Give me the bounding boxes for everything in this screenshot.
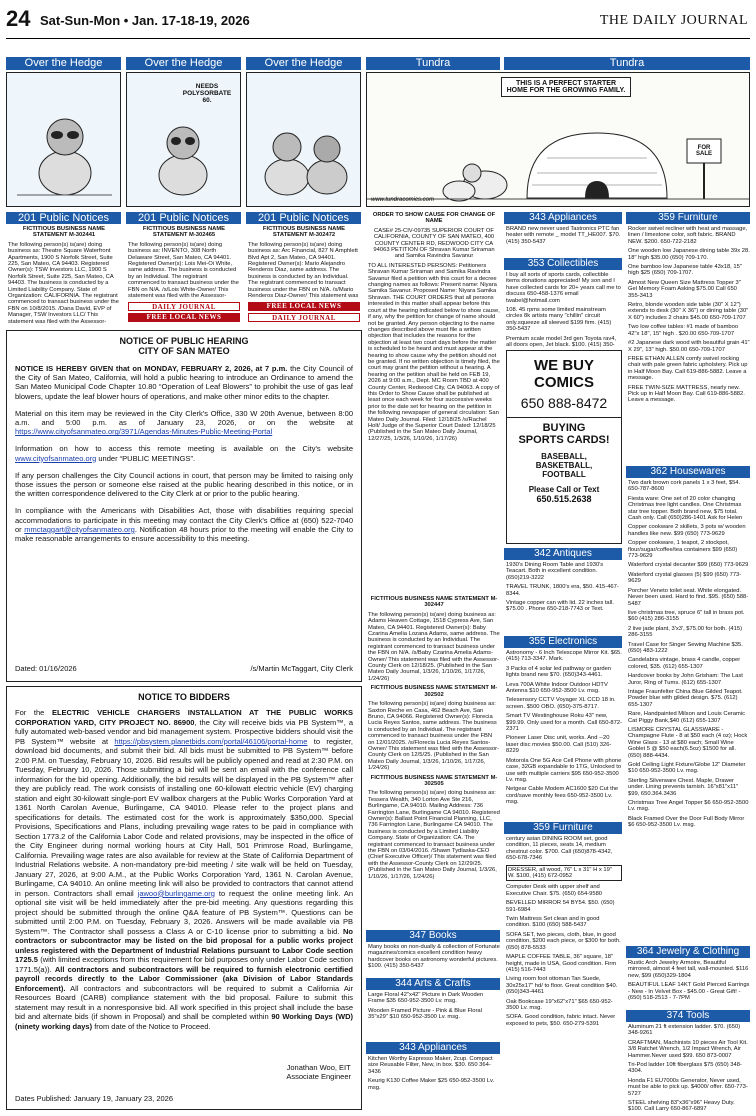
comic-title-2: Over the Hedge bbox=[126, 57, 241, 70]
promo-daily-journal-1[interactable] bbox=[128, 302, 240, 326]
section-furniture: 359 Furniture bbox=[626, 212, 750, 224]
tundra-speech-bubble: THIS IS A PERFECT STARTER HOME FOR THE GROWING FAMILY. bbox=[501, 77, 631, 97]
promo-tagline: FREE LOCAL NEWS bbox=[128, 313, 240, 322]
promo-title: DAILY JOURNAL bbox=[248, 313, 360, 322]
furniture-mid-ads: century asian DINING ROOM set, good condition, 11 pieces, seats 14, medium chestnut color. $700. Call (650)878-4342, 650-678-7346 DRESSER, all wood, 76" L x 31" H x 19" W. $100, (415) 672-0952 Computer Desk with upper shelf and Executive Chair. $75. (650) 654-9580 BEVELLED MIRROR 54 BY54. $50. (650) 591-6984 Twin Mattress Set clean and in good condition. $100 (650) 588-5437 SOFA SET, two pieces, cloth, blue, in good condition, $200 each piece, or $300 for both. (650) 878-5533 MAPLE COFFEE TABLE, 36" square, 18" height, made in USA, Good condition. Firm (415) 516-7443 Living room foot ottoman Tan Suede, 30x25x17" hd/ to floor. Great condition $40. (650)343-4461 Oak Bookcase 19"x62"x71" $65 650-952-3500 Lv. msg. SOFA. Good condition, fabric intact. Never exposed to pets, $50. 650-279-5391 bbox=[506, 836, 621, 1027]
tools-ads: Aluminum 21 ft extension ladder. $70. (650) 348-9261 CRAFTMAN, Machinists 10 pieces Air Tool Kit. 3/8 Ratchet Wrench, 1/2 Impact Wrench, Air Hammer.Never used $99. 650 873-0007 Tri-Pod ladder 10ft fiberglass $75 (650) 348-4304. Honda F1 EU7000s Generator, Never used, must be able to pick up. $4000/ offer. 650-773-5727 STEEL shelving 83"x36"x96" Heavy Duty. $100. Call Larry 650-867-6897 bbox=[628, 1024, 748, 1112]
fbn-body: The following person(s) is(are) doing business as: Theatre Square Waterfront Apartments, 1900 S Norfolk Street, Suite 225, San Mateo, CA 94403. Registered Owner(s): TSW Investors LLC, 1900 S Norfolk Street, Suite 225, San Mateo, CA 94403. The business is conducted by a Limited Liability Company. State of Organization: CALIFORNIA. The registrant commenced to transact business under the FBN on 10/8/2015. /Dana David, EVP of Manager, TSW Investors LLC/ This statement was filed with the Assessor- bbox=[8, 241, 119, 324]
section-furniture-mid: 359 Furniture bbox=[504, 822, 622, 834]
issue-date: Sat-Sun-Mon • Jan. 17-18-19, 2026 bbox=[40, 13, 250, 28]
collectibles-ads: I buy all sorts of sports cards, collectible items donations appreciated! My son and I have collected cards for 20+ years call me to discuss 650-458-1376 email twabel@hotmail.com 108. 45 rpms some limited mainstream circles 8k artists many "chillin" circuit only.squeeze all sleeved $199 firm. (415) 350-5437 Premium scale model 3rd gen Toyota rav4, all doors open, Jet black. $100. (415) 350- bbox=[506, 272, 621, 348]
comic-panel-3 bbox=[246, 72, 361, 207]
comics-phone[interactable]: 650 888-8472 bbox=[520, 395, 608, 411]
section-tools: 374 Tools bbox=[626, 1010, 750, 1022]
speech-bubble: NEEDS POLYSORBATE 60. bbox=[182, 83, 232, 104]
promo-tagline: FREE LOCAL NEWS bbox=[248, 302, 360, 311]
fbn-title: FICTITIOUS BUSINESS NAME STATEMENT M-302465 bbox=[142, 226, 226, 239]
section-appliances: 343 Appliances bbox=[504, 212, 622, 224]
raccoon-illustration bbox=[7, 73, 121, 207]
order-caption: CASE# 25-CIV-09735 SUPERIOR COURT OF CALIFORNIA, COUNTY OF SAN MATEO, 400 COUNTY CENTER RD, REDWOOD CITY CA 94063 PETITION OF Shravan Kumar Sriraman and Samika Ravindra Savanur bbox=[373, 227, 495, 260]
jewelry-ads: Rustic Arch Jewelry Armoire, Beautiful mirrored, almost 4 feet tall, wall-mounted. $116 new, $99 (650)329-1804 BEAUTIFUL LEAF 14KT Gold Pierced Earrings - New - In Velvet Box - $45.00 - Great Gift! - (650) 518-2513 - 7-7PM bbox=[628, 960, 750, 1002]
section-books: 347 Books bbox=[366, 930, 500, 942]
for-sale-sign: FOR SALE bbox=[695, 145, 712, 157]
order-show-cause bbox=[368, 212, 500, 590]
comic-title-3: Over the Hedge bbox=[246, 57, 361, 70]
sports-cards-phone[interactable]: 650.515.2638 bbox=[536, 494, 592, 504]
bidders-title: NOTICE TO BIDDERS bbox=[138, 692, 230, 702]
comic-panel-1 bbox=[6, 72, 121, 207]
section-public-notices-3: 201 Public Notices bbox=[246, 212, 361, 224]
notice-to-bidders bbox=[6, 686, 362, 1110]
comic-title-4: Tundra bbox=[366, 57, 500, 70]
masthead-rule bbox=[6, 38, 750, 39]
tundra-panel bbox=[366, 72, 750, 207]
section-antiques: 342 Antiques bbox=[504, 548, 622, 560]
fbn-body: The following person(s) is(are) doing business as: Arc Financial, 827 N Amphlett Blvd Apt 2, San Mateo, CA 94401. Registered Owner(s): Mario Alejandro Renderos Diaz, same address. The business is conducted by an Individual. The registrant commenced to transact business under the FBN on N/A. /s/Mario Renderos Diaz-Owner/ This statement was bbox=[248, 241, 359, 298]
hearing-body: NOTICE IS HEREBY GIVEN that on MONDAY, FEBRUARY 2, 2026, at 7 p.m. the City Council of the City of San Mateo, California, will hold a public hearing to introduce an Ordinance to amend the San Mateo Municipal Code Chapter 10.80 “Operation of Leaf Blowers” to prohibit the use of gas leaf blowers, update the leaf blower hours of operations, and make other minor edits to the chapter. Material on this item may be reviewed in the City Clerk's Office, 330 W 20th Avenue, between 8:00 a.m. and 5:00 p.m. as of January 23, 2026, or on the website at https://www.cityofsanmateo.org/3971/Agendas-Minutes-Public-Meeting-Portal Information on how to access this remote meeting is available on the City's website www.cityofsanmateo.org under “PUBLIC MEETINGS”. If any person challenges the City Council actions in court, that person may be limited to raising only those issues the person or someone else raised at the public hearing described in this notice, or in the written correspondence delivered to the City Clerk at or prior to the public hearing. In compliance with the Americans with Disabilities Act, those with disabilities requiring special accommodations to participate in this meeting may contact the City Clerk's Office at (650) 522-7040 or mmctaggart@cityofsanmateo.org. Notification 48 hours prior to the meeting will enable the City to make reasonable arrangements to ensure accessibility to this meeting. bbox=[15, 364, 353, 544]
fbn-notice-2 bbox=[128, 226, 240, 298]
section-arts-crafts: 344 Arts & Crafts bbox=[366, 978, 500, 990]
fbn-title: FICTITIOUS BUSINESS NAME STATEMENT M-302472 bbox=[262, 226, 346, 239]
bidders-publish-dates: Dates Published: January 19, January 23, 2026 bbox=[15, 1094, 174, 1103]
planetbids-portal-link[interactable]: https://pbsystem.planetbids.com/portal/46106/portal-home bbox=[114, 736, 308, 746]
fbn-body: The following person(s) is(are) doing business as: INVENTO, 308 North Delaware Street, San Mateo, CA 94401. Registered Owner(s): Lois Mei-Oi White, same address. The business is conducted by an Individual. The registrant commenced to transact business under the FBN on N/A. /s/Lois White-Owner/ This statement was filed with the Assessor- bbox=[128, 241, 239, 298]
hearing-lead: NOTICE IS HEREBY GIVEN that on MONDAY, FEBRUARY 2, 2026, at 7 p.m. bbox=[15, 364, 288, 373]
fbn-notice-1 bbox=[8, 226, 120, 324]
section-housewares: 362 Housewares bbox=[626, 466, 750, 478]
electronics-ads: Astronomy - 6 Inch Telescope Mirror Kit. $65. (415) 713-3347. Mark. 3 Packs of 4 solar led pathway or garden lights brand new $70. (650)343-4461. Leva 700A White Indoor Outdoor HDTV Antenna $10 650-952-3500 Lv. msg. Telesensory CCTV Voyager XL CCD 18 in. screen. $500 OBO. (650)-375-8717. Smart TV Westinghouse Roku 43" new, $99.99. Only used for a month. Call 650-872-2371 Pioneer Laser Disc unit, works. And --20 laser disc movies $50.00. Call (510) 326-8229 Motorola One 5G Ace Cell Phone with phone case, 32GB expandable to 1TG, Unlocked to use with multiple carriers $95 650-952-3500 Lv. msg. Netgear Cable Modem AC1600 $20 Cut the cord/save monthly fees 650-952-3500 Lv. msg. bbox=[506, 650, 622, 806]
order-body: TO ALL INTERESTED PERSONS: Petitioners Shravan Kumar Sriraman and Samika Ravindra Savanur filed a petition with this court for a decree changing names as follows: Present name: Niyara Samika Savanur. Proposed Name: Niyara Samika Shravan. THE COURT ORDERS that all persons interested in this matter shall appear before this court at the hearing indicated below to show cause, if any, why the petition for change of name should not be granted. Any person objecting to the name changes described above must file a written objection that includes the reasons for the objection at least two court days before the matter is scheduled to be heard and must appear at the hearing to show cause why the petition should not be granted. If no written objection is timely filed, the court may grant the petition without a hearing. A hearing on the petition shall be held on FEB 19, 2026 at 9:00 a.m., Dept. MC Room TBD at 400 County Center, Redwood City, CA 94063. A copy of this Order to Show Cause shall be published at least once each week for four successive weeks prior to the date set for hearing on the petition in the following newspaper of general circulation: San Mateo Daily Journal. Filed: 12/18/25 /s/Rachel Holt/ Judge of the Superior Court Dated: 12/18/25 (Published in the San Mateo Daily Journal, 12/27/25, 1/3/26, 1/10/26, 1/17/26) bbox=[368, 262, 500, 442]
bidders-signature: Jonathan Woo, EIT Associate Engineer bbox=[286, 1063, 351, 1081]
housewares-ads: Two dark brown cork panels 1 x 3 feet, $54. 650-787-8600 Fiesta ware: One set of 20 color changing Christmas tree light candles. One Christmas star tree topper. Both brand new, $75 total. Cash only. Call (650)286-1401 Ask for Helen Copper cookware 2 skillets, 3 pots w/ wooden handles like new. $99 (650) 773-9629 Copper cookware, 1 teapot, 2 stockpot, flour/sugar/coffee/tea containers $99 (650) 773-9629 Waterford crystal decanter $99 (650) 773-9629 Waterford crystal glasses (5) $99 (650) 773-9629 Porcher Veneto toilet seat. White elongated. Never been used. Hard to find. $95. (650) 588-5487 live christmas tree, spruce 6" tall in brass pot. $60 (415) 286-3155 2 live jade plant, 3'x3', $75.00 for both. (415) 286-3155 Travel Case for Singer Sewing Machine $35. (650) 483-1222 Candelabra vintage, brass 4 candle, copper colored, $35. (612) 655-1307 Hardcover books by John Grisham: The Last Juror, Ring of Tums. (612) 655-1307 Intage Fraunfelter China Blue Gilded Teapot. Powder blue with gilded design. $75. (612) 655-1307 Rare, Handpainted Milson and Louis Ceramic Cat Piggy Bank,$40 (612) 655-1307 LISMORE CRYSTAL GLASSWARE - Champagne Flute - 8 at $50 each (4 oz); Hock Wine Glass - 13 at $80 each; Small Wine Goblet 5 @ $50 each(6.5oz) $1500 for all. (650) 888-4434. Gold Ceiling Light Fixture/Globe 12" Diameter $10 650-952-3500 Lv. msg. Sterling Silverware Chest. Maple, Drawer under. Lining prevents tarnish. 16"x81"x11" $99, 650.364.3436 Christmas Tree Angel Topper $6 650-952-3500 Lv. msg. Black Framed Over the Door Full Body Mirror $6 650-952-3500 Lv. msg. bbox=[628, 480, 749, 829]
promo-daily-journal-2[interactable] bbox=[248, 302, 360, 326]
city-clerk-email-link[interactable]: mmctaggart@cityofsanmateo.org bbox=[24, 524, 135, 534]
promo-title: DAILY JOURNAL bbox=[128, 302, 240, 311]
section-electronics: 355 Electronics bbox=[504, 636, 622, 648]
hearing-signature: /s/Martin McTaggart, City Clerk bbox=[250, 664, 353, 673]
appliances2-ads: Kitchen Worthy Espresso Maker, 2cup. Compact size Reusable Filter, New, in box. $30. 650 364-3436 Keurig K130 Coffee Maker $25 650-952-3500 Lv. msg. bbox=[368, 1056, 495, 1091]
fbn-title: FICTITIOUS BUSINESS NAME STATEMENT M-302441 bbox=[22, 226, 106, 239]
section-appliances-2: 343 Appliances bbox=[366, 1042, 500, 1054]
fbn-notice-3 bbox=[248, 226, 360, 298]
section-collectibles: 353 Collectibles bbox=[504, 258, 622, 270]
newspaper-name: THE DAILY JOURNAL bbox=[599, 13, 748, 28]
books-ads: Many books on non-dually & collection of Fortunate magazines/comics excellent condition heavy hardcover books on astronomy wonderful pictures. $100. (415) 350-5437 bbox=[368, 944, 500, 970]
comic-title-5: Tundra bbox=[504, 57, 750, 70]
appliances-ads: BRAND new never used Tastronics PTC fan heater with remote _ model TT_HE007. $70. (415) 350-5437 bbox=[506, 226, 621, 245]
tundra-url: www.tundracomics.com bbox=[371, 197, 435, 203]
bidders-body: For the ELECTRIC VEHICLE CHARGERS INSTALLATION AT THE PUBLIC WORKS CORPORATION YARD, CITY PROJECT NO. 86900, the City will receive bids via PB System™, a fully automated web-based vendor and bid management system. Prospective bidders should visit the PB System™ website at https://pbsystem.planetbids.com/portal/46106/portal-home to register, download bid documents, and submit their bid. All bids must be submitted to PB System™ before 2:00 P.M. on Tuesday, February 10, 2026. Bid results will be publicly opened and read at 2:30 P.M. on Tuesday, February 10, 2026. Those submitting a bid will be sent an email with the conference call information for the bid opening. Additionally, the bid results will be displayed in the PB System™ after they are publicly read. The work consists of installing one 60-kilowatt electric vehicle (EV) charging station and eight 30-kilowatt single-port EV wallbox chargers at the Public Works Corporation Yard at 1361 North Carolan Avenue, Burlingame, CA 94010. Please refer to the project plans and specifications for details. The estimated cost for the work is approximately $350,000. Special Provisions, Specifications and Plans, including prevailing wage rates to be paid in compliance with Section 1773.2 of the California Labor Code and related provisions, may be inspected in the office of the City Engineer during normal working hours at City Hall, 501 Primrose Road, Burlingame, California. Prevailing wage rates are also available for review at the State of California Department of Industrial Relations website. A non-mandatory pre-bid meeting / site walk will be held on Tuesday, January 27, 2026, at 9:00 A.M., at the Public Works Corporation Yard, 1361 N. Carolan Avenue, Burlingame, CA 94010. An online meeting link will also be provided to contractors that cannot attend in person. Contractors shall email jawoo@burlingame.org to request the online meeting link. An optional site visit will be held immediately after the pre-bid meeting. Any questions regarding this project should be submitted through the online Q&A feature of PB System™. Questions can be submitted until 2:00 P.M. on Tuesday, February 3, 2026. Answers will be made available via PB System™. The Contractor shall possess a Class A or C-10 license prior to submitting a bid. No contractors or subcontractor may be listed on the bid proposal for a public works project unless registered with the Department of Industrial Relations pursuant to Labor Code section 1725.5 (with limited exceptions from this requirement for bid purposes only under Labor Code section 1771.5(a)). All contractors and subcontractors will be required to furnish electronic certified payroll records directly to the Labor Commissioner (aka Division of Labor Standards Enforcement). All contractors and subcontractors will be required to submit a California Air Resources Board (CARB) compliance statement with the bid proposal. Failure to submit this statement may result in a nonresponsive bid. All work specified in this project shall include the base bid and alternate bids (if shown in Proposal) and shall be completed within 90 Working Days (WD) (ninety working days) from date of the Notice to Proceed. bbox=[15, 708, 354, 1031]
arts-ads: Large Floral 42"x42" Picture in Dark Wooden Frame $35 650-952-3500 Lv. msg. Wooden Framed Picture - Pink & Blue Floral 35"x29" $10 650-952-3500 Lv. msg. bbox=[368, 992, 484, 1021]
notice-public-hearing bbox=[6, 330, 362, 682]
furniture-ads: Rocker swivel recliner with heat and massage, linen / limestone color, soft fabric. BRAND NEW. $200. 650-722-2182 One wooden low Japanese dining table 39x 28. 18" high $35.00 (650) 709-170. One bamboo low Japanese table 43x18, 15" high $25 (650) 709-1707. Almost New Queen Size Mattress Topper 3" Gel Memory Foam Asking $75.00 Call 650 355-3413 Retro, blonde wooden side table (30" X 12") extends to desk (30" X 36") or dining table (30" X 60") includes 2 chairs $45.00 650-709-1707 Two low coffee tables: #1 made of bamboo 42"x 18", 15" high . $20.00 650-709-1707 #2 Japanese dark wood with beautiful grain 41" X 29", 13" high. $50.00 650-709-1707 FREE ETHAN ALLEN comfy swivel rocking chair with pale green fabric upholstery. Pick up in Half Moon Bay. Call 619-886-5882. Leave a message. FREE TWIN-SIZE MATTRESS, nearly new. Pick up in Half Moon Bay. Call 619-886-5882. Leave a message. bbox=[628, 226, 750, 404]
masthead bbox=[6, 4, 750, 44]
we-buy-comics-ad[interactable]: WE BUY COMICS 650 888-8472 BUYING SPORTS CARDS! BASEBALL, BASKETBALL, FOOTBALL Please Call or Text 650.515.2638 bbox=[506, 350, 622, 544]
city-website-link[interactable]: www.cityofsanmateo.org bbox=[15, 453, 97, 463]
comic-panel-2 bbox=[126, 72, 241, 207]
section-jewelry-clothing: 364 Jewelry & Clothing bbox=[626, 946, 750, 958]
section-public-notices-1: 201 Public Notices bbox=[6, 212, 121, 224]
hedge-characters-illustration bbox=[247, 73, 361, 207]
antiques-ads: 1930's Dining Room Table and 1930's Teacart. Both in excellent condition. (650)219-3222 TRAVEL TRUNK, 1800's era, $50. 415-467-8344. Vintage copper can with lid. 22 inches tall. $75.00 . Phone 650-218-7743 or Text. bbox=[506, 562, 619, 613]
order-title: ORDER TO SHOW CAUSE FOR CHANGE OF NAME bbox=[372, 212, 496, 225]
page-number: 24 bbox=[6, 6, 31, 31]
hearing-title: NOTICE OF PUBLIC HEARING bbox=[119, 336, 249, 346]
hearing-dated: Dated: 01/16/2026 bbox=[15, 664, 77, 673]
fbn-notices-column: FICTITIOUS BUSINESS NAME STATEMENT M-302447 The following person(s) is(are) doing business as: Adams Heaven Cottage, 1518 Cypress Ave, San Mateo, CA 94401. Registered Owner(s): Baby Czarina Amelia Lozana Adams, same address. The business is conducted by an Individual. The registrant commenced to transact business under the FBN on N/A. /s/Baby Czarina Amelia Adams-Owner/ This statement was filed with the Assessor-County Clerk on 12/18/25. (Published in the San Mateo Daily Journal, 1/3/26, 1/10/26, 1/17/26, 1/24/26) FICTITIOUS BUSINESS NAME STATEMENT M-302502 The following person(s) is(are) doing business as: Saxton Reche en Casa, 462 Beach Ave, San Bruno, CA 94066. Registered Owner(s): Florecia Lucia Reyes Santos, same address. The business is conducted by an Individual. The registrant commenced to transact business under the FBN on 12/01/2025. /s/Florecia Lucia Reyes Santos-Owner/ This statement was filed with the Assessor-County Clerk on 12/5/25. (Published in the San Mateo Daily Journal, 1/3/26, 1/10/26, 1/17/26, 1/24/26) FICTITIOUS BUSINESS NAME STATEMENT M-302505 The following person(s) is(are) doing business as: Tessera Wealth, 340 Lorton Ave Ste 216, Burlingame, CA 94010. Mailing Address: 736 Farrington Lane, Burlingame CA 94010. Registered Owner(s): Ballast Point Financial Planning, LLC, 736 Farrington Lane, Burlingame CA 94010. The business is conducted by a Limited Liability Company. State of Organization: CA. The registrant commenced to transact business under the FBN on 03/04/2016. /Shawn Tydlaska-CEO (Chief Executive Officer)/ This statement was filed with the Assessor-County Clerk on 12/29/25. (Published in the San Mateo Daily Journal, 1/3/26, 1/10/26, 1/17/26, 1/24/26) bbox=[368, 596, 500, 880]
comic-title-1: Over the Hedge bbox=[6, 57, 121, 70]
agenda-portal-link[interactable]: https://www.cityofsanmateo.org/3971/Agendas-Minutes-Public-Meeting-Portal bbox=[15, 427, 273, 437]
hearing-subtitle: CITY OF SAN MATEO bbox=[138, 346, 230, 356]
engineer-email-link[interactable]: jawoo@burlingame.org bbox=[137, 888, 215, 898]
section-public-notices-2: 201 Public Notices bbox=[126, 212, 241, 224]
